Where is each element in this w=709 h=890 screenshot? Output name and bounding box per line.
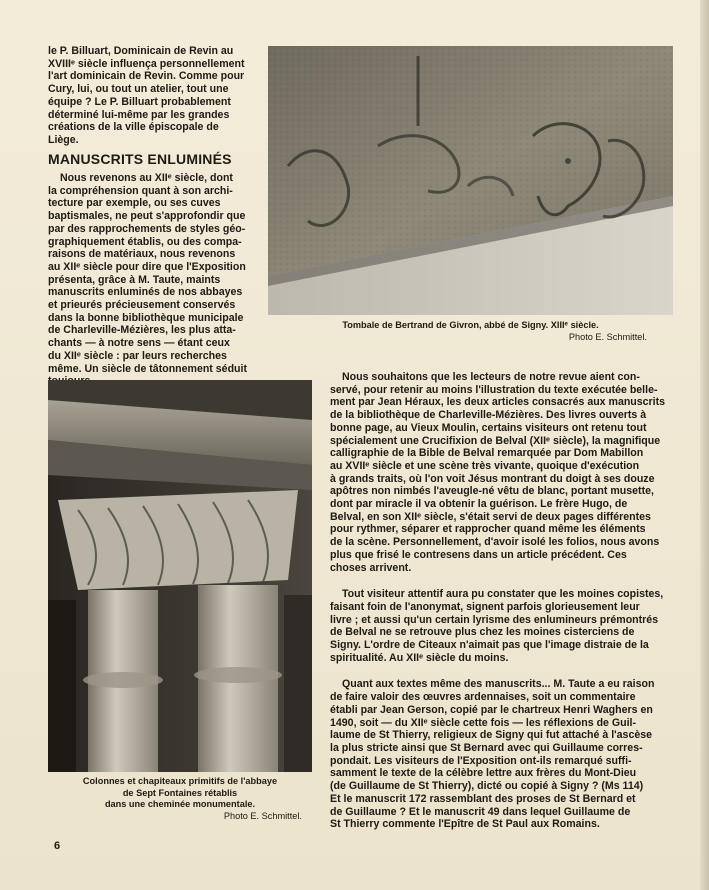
intro-line: Cury, lui, ou tout un atelier, tout une (48, 83, 229, 96)
right-line: apôtres non nimbés l'aveugle-né vêtu de blanc, portant musette, (330, 485, 654, 498)
left-line: chants — à notre sens — étant ceux (48, 337, 230, 350)
left-line: du XIIᵉ siècle : par leurs recherches (48, 349, 227, 362)
right-line: Nous souhaitons que les lecteurs de notre revue aient con- (342, 371, 640, 383)
right-line: pour rythmer, séparer et rapprocher quand même les éléments (330, 523, 646, 536)
left-line: présenta, grâce à M. Taute, maints (48, 273, 221, 286)
left-column-paragraph (48, 172, 248, 388)
right-line: samment le texte de la célèbre lettre aux frères du Mont-Dieu (330, 767, 637, 780)
left-line: la compréhension quant à son archi- (48, 184, 233, 197)
right-line: bonne page, au Vieux Moulin, certains visiteurs ont retenu tout (330, 421, 647, 434)
intro-line: créations de la ville épiscopale de (48, 121, 219, 134)
left-line: même. Un siècle de tâtonnement séduit (48, 362, 247, 375)
right-line: Et le manuscrit 172 rassemblant des proses de St Bernard et (330, 792, 636, 805)
intro-line: déterminé lui-même par les grandes (48, 108, 230, 121)
right-line: Belval, en son XIIᵉ siècle, s'était servi de deux pages différentes (330, 510, 651, 523)
tomb-slab-photo (268, 46, 673, 315)
tomb-caption-text: Tombale de Bertrand de Givron, abbé de Signy. XIIIᵉ siècle. (342, 320, 599, 330)
right-line: établi par Jean Gerson, copié par le chartreux Henri Waghers en (330, 703, 653, 716)
right-paragraph-2 (330, 588, 673, 664)
right-line: de la scène. Personnellement, d'avoir isolé les folios, nous avons (330, 536, 660, 549)
left-line: raisons de matériaux, nous revenons (48, 248, 236, 261)
right-line: spiritualité. Au XIIᵉ siècle du moins. (330, 651, 509, 664)
capitals-caption-line: de Sept Fontaines rétablis (122, 787, 238, 798)
right-line: spécialement une Crucifixion de Belval (XIIᵉ siècle), la magnifique (330, 434, 661, 447)
section-heading: MANUSCRITS ENLUMINÉS (48, 151, 232, 167)
intro-line: équipe ? Le P. Billuart probablement (48, 95, 231, 108)
right-line: de Guillaume ? Et le manuscrit 49 dans lequel Guillaume de (330, 805, 631, 818)
right-line: servé, pour retenir au moins l'illustration du texte exécutée belle- (330, 383, 658, 396)
left-line: et prieurés précieusement conservés (48, 299, 236, 312)
page-number: 6 (54, 840, 61, 852)
capitals-photo (48, 380, 312, 772)
capitals-photo-credit: Photo E. Schmittel. (223, 810, 302, 821)
left-line: Nous revenons au XIIᵉ siècle, dont (60, 172, 233, 184)
capitals-image (48, 380, 312, 772)
left-line: manuscrits enluminés de nos abbayes (48, 286, 243, 299)
right-line: plus que frisé le contresens dans un article précédent. Ces (330, 548, 627, 561)
right-line: Signy. L'ordre de Citeaux n'aimait pas que l'image distraie de la (330, 639, 649, 652)
intro-line: l'art dominicain de Revin. Comme pour (48, 70, 245, 83)
right-paragraph-3 (330, 678, 673, 830)
intro-paragraph (48, 45, 248, 147)
left-line: tecture par exemple, ou ses cuves (48, 197, 221, 210)
left-line: au XIIᵉ siècle pour dire que l'Exposition (48, 260, 246, 273)
right-line: de Belval ne se retrouve plus chez les moines cisterciens de (330, 626, 635, 639)
right-line: de faire valoir des œuvres ardennaises, soit un commentaire (330, 691, 636, 704)
right-column (330, 371, 673, 841)
left-line: baptismales, ne peut s'approfondir que (48, 210, 246, 223)
right-line: livre ; et aussi qu'un certain lyrisme des enlumineurs prémontrés (330, 613, 659, 626)
right-line: dont par miracle il va obtenir la guérison. Le frère Hugo, de (330, 498, 628, 511)
intro-line: Liège. (48, 133, 79, 146)
right-line: Tout visiteur attentif aura pu constater que les moines copistes, (342, 588, 664, 601)
right-line: faisant foin de l'anonymat, signent parfois glorieusement leur (330, 600, 640, 613)
tomb-photo-credit: Photo E. Schmittel. (568, 331, 647, 342)
right-line: la plus stricte ainsi que St Bernard avec qui Guillaume corres- (330, 741, 643, 754)
right-line: à grands traits, où l'on voit Jésus montrant du doigt à ses douze (330, 472, 655, 485)
capitals-caption-line: dans une cheminée monumentale. (104, 799, 256, 809)
page-edge (700, 0, 709, 890)
tomb-caption (268, 320, 673, 343)
capitals-caption (48, 776, 312, 822)
tomb-slab-image (268, 46, 673, 315)
left-line: dans la bonne bibliothèque municipale (48, 311, 244, 324)
right-line: calligraphie de la Bible de Belval remarquée par Dom Mabillon (330, 447, 644, 460)
right-line: (de Guillaume de St Thierry), dicté ou copié à Signy ? (Ms 114) (330, 780, 644, 793)
right-paragraph-1 (330, 371, 673, 574)
left-line: de Charleville-Mézières, les plus atta- (48, 324, 236, 337)
left-line: graphiquement établis, ou des compa- (48, 235, 242, 248)
right-line: ment par Jean Héraux, les deux articles consacrés aux manuscrits (330, 396, 666, 409)
capitals-caption-line: Colonnes et chapiteaux primitifs de l'abbaye (82, 776, 278, 786)
right-line: laume de St Thierry, religieux de Signy qui fut attaché à l'ascèse (330, 729, 653, 742)
right-line: St Thierry commente l'Epître de St Paul aux Romains. (330, 818, 600, 831)
right-line: de la bibliothèque de Charleville-Mézières. Des livres ouverts à (330, 409, 647, 422)
right-line: choses arrivent. (330, 561, 412, 574)
intro-line: le P. Billuart, Dominicain de Revin au (48, 45, 234, 57)
right-line: pondait. Les visiteurs de l'Exposition ont-ils remarqué suffi- (330, 754, 632, 767)
left-line: par des rapprochements de styles géo- (48, 222, 246, 235)
right-line: 1490, soit — du XIIᵉ siècle cette fois — les réflexions de Guil- (330, 716, 637, 729)
right-line: Quant aux textes même des manuscrits... M. Taute a eu raison (342, 678, 655, 691)
intro-line: XVIIIᵉ siècle influença personnellement (48, 57, 245, 70)
right-line: au XVIIᵉ siècle et une scène très vivante, quoique d'exécution (330, 459, 640, 472)
